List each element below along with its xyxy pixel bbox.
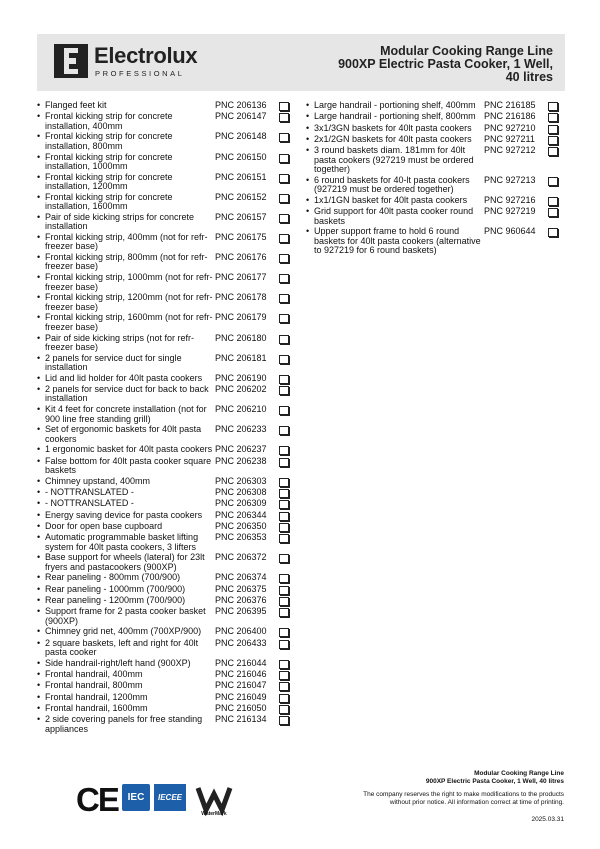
accessory-code: PNC 927219 xyxy=(484,206,536,217)
accessory-item xyxy=(37,573,297,583)
accessory-code: PNC 206179 xyxy=(215,312,267,323)
accessory-name: Pair of side kicking strips for concrete installation xyxy=(45,211,195,232)
checkbox-icon[interactable] xyxy=(279,375,289,384)
bullet-icon: • xyxy=(37,352,41,363)
accessory-code: PNC 206376 xyxy=(215,595,267,606)
checkbox-icon[interactable] xyxy=(279,671,289,680)
accessory-code: PNC 960644 xyxy=(484,226,536,237)
accessory-code: PNC 206395 xyxy=(215,606,267,617)
checkbox-icon[interactable] xyxy=(279,386,289,395)
accessory-code: PNC 206233 xyxy=(215,424,267,435)
accessory-code: PNC 206181 xyxy=(215,352,267,363)
title-line: Modular Cooking Range Line xyxy=(380,44,553,58)
accessory-name: Large handrail - portioning shelf, 400mm xyxy=(314,100,476,110)
checkbox-icon[interactable] xyxy=(279,608,289,617)
accessory-item xyxy=(37,533,297,552)
checkbox-icon[interactable] xyxy=(548,102,558,111)
accessory-item xyxy=(37,405,297,424)
footer-product-name: 900XP Electric Pasta Cooker, 1 Well, 40 litres xyxy=(425,777,564,785)
accessory-code: PNC 216047 xyxy=(215,680,267,691)
accessory-item xyxy=(37,627,297,637)
accessory-code: PNC 216134 xyxy=(215,714,267,725)
footer-disclaimer xyxy=(264,791,564,806)
accessory-name: Grid support for 40lt pasta cooker round baskets xyxy=(314,206,474,226)
iec-logo: IEC xyxy=(122,784,150,811)
page-title xyxy=(293,45,553,84)
accessory-item xyxy=(37,153,297,172)
bullet-icon: • xyxy=(37,626,41,637)
accessory-item xyxy=(37,313,297,332)
accessory-item xyxy=(37,477,297,487)
accessory-name: Frontal handrail, 1200mm xyxy=(45,691,148,702)
accessory-item xyxy=(306,146,566,174)
accessory-item xyxy=(306,101,566,111)
accessory-code: PNC 206372 xyxy=(215,552,267,563)
accessory-item xyxy=(306,196,566,206)
accessory-item xyxy=(37,101,297,111)
brand-name: Electrolux xyxy=(94,43,198,68)
accessory-code: PNC 206308 xyxy=(215,487,267,498)
bullet-icon: • xyxy=(306,111,310,122)
checkbox-icon[interactable] xyxy=(279,355,289,364)
accessory-name: Frontal kicking strip, 800mm (not for refr-freezer base) xyxy=(45,252,208,272)
footer-info xyxy=(264,770,564,824)
checkbox-icon[interactable] xyxy=(279,489,289,498)
bullet-icon: • xyxy=(37,509,41,520)
disclaimer-line: without prior notice. All information correct at time of printing. xyxy=(389,798,564,806)
checkbox-icon[interactable] xyxy=(279,426,289,435)
accessory-code: PNC 206375 xyxy=(215,583,267,594)
checkbox-icon[interactable] xyxy=(279,254,289,263)
bullet-icon: • xyxy=(37,606,41,617)
accessory-name: Support frame for 2 pasta cooker basket (900XP) xyxy=(45,606,206,626)
bullet-icon: • xyxy=(37,312,41,323)
title-line: 40 litres xyxy=(505,70,553,84)
checkbox-icon[interactable] xyxy=(548,228,558,237)
accessory-item xyxy=(37,639,297,658)
checkbox-icon[interactable] xyxy=(279,194,289,203)
checkbox-icon[interactable] xyxy=(279,705,289,714)
accessory-name: Chimney upstand, 400mm xyxy=(45,475,151,486)
accessory-code: PNC 206151 xyxy=(215,171,267,182)
checkbox-icon[interactable] xyxy=(279,133,289,142)
accessory-item xyxy=(306,135,566,145)
checkbox-icon[interactable] xyxy=(548,208,558,217)
accessory-item xyxy=(37,715,297,734)
checkbox-icon[interactable] xyxy=(279,574,289,583)
checkbox-icon[interactable] xyxy=(279,154,289,163)
accessory-name: 6 round baskets for 40-lt pasta cookers (927219 must be ordered together) xyxy=(314,174,470,195)
accessory-name: Frontal kicking strip, 1000mm (not for refr-freezer base) xyxy=(45,272,213,292)
checkbox-icon[interactable] xyxy=(279,274,289,283)
checkbox-icon[interactable] xyxy=(279,534,289,543)
accessory-item xyxy=(37,374,297,384)
bullet-icon: • xyxy=(37,552,41,563)
accessory-code: PNC 927210 xyxy=(484,122,536,133)
bullet-icon: • xyxy=(306,133,310,144)
bullet-icon: • xyxy=(306,174,310,185)
bullet-icon: • xyxy=(37,384,41,395)
bullet-icon: • xyxy=(37,171,41,182)
bullet-icon: • xyxy=(37,583,41,594)
accessory-code: PNC 216046 xyxy=(215,669,267,680)
accessory-name: Rear paneling - 1000mm (700/900) xyxy=(45,583,186,594)
accessory-name: 2 square baskets, left and right for 40lt pasta cooker xyxy=(45,637,199,658)
accessory-name: Frontal handrail, 800mm xyxy=(45,680,143,691)
accessory-item xyxy=(37,354,297,373)
checkbox-icon[interactable] xyxy=(279,314,289,323)
accessory-item xyxy=(37,670,297,680)
accessory-item xyxy=(306,112,566,122)
checkbox-icon[interactable] xyxy=(548,113,558,122)
accessory-code: PNC 927216 xyxy=(484,194,536,205)
accessory-name: Upper support frame to hold 6 round baskets for 40lt pasta cookers (alternative to 927219 for 6 round baskets) xyxy=(314,226,481,256)
accessory-code: PNC 206350 xyxy=(215,520,267,531)
accessory-name: Door for open base cupboard xyxy=(45,520,163,531)
header-banner xyxy=(37,34,565,91)
accessory-name: Rear paneling - 1200mm (700/900) xyxy=(45,595,186,606)
accessory-name: Set of ergonomic baskets for 40lt pasta cookers xyxy=(45,424,202,444)
accessory-code: PNC 206176 xyxy=(215,252,267,263)
bullet-icon: • xyxy=(37,680,41,691)
accessory-name: Frontal kicking strip for concrete installation, 800mm xyxy=(45,131,173,151)
accessory-item xyxy=(37,522,297,532)
ce-mark: CE xyxy=(76,781,118,818)
checkbox-icon[interactable] xyxy=(279,174,289,183)
accessory-code: PNC 206202 xyxy=(215,384,267,395)
accessory-item xyxy=(306,124,566,134)
accessory-code: PNC 206353 xyxy=(215,532,267,543)
bullet-icon: • xyxy=(37,487,41,498)
checkbox-icon[interactable] xyxy=(279,716,289,725)
bullet-icon: • xyxy=(306,194,310,205)
print-date: 2025.03.31 xyxy=(531,816,564,823)
accessory-code: PNC 206180 xyxy=(215,332,267,343)
checkbox-icon[interactable] xyxy=(548,125,558,134)
bullet-icon: • xyxy=(37,100,41,110)
accessory-code: PNC 927211 xyxy=(484,133,535,144)
accessory-name: Lid and lid holder for 40lt pasta cookers xyxy=(45,372,203,383)
brand-logo xyxy=(54,42,214,84)
accessory-item xyxy=(37,488,297,498)
bullet-icon: • xyxy=(37,572,41,583)
accessory-code: PNC 206433 xyxy=(215,637,267,648)
accessory-code: PNC 216044 xyxy=(215,657,267,668)
accessory-item xyxy=(306,176,566,195)
bullet-icon: • xyxy=(37,272,41,283)
accessory-code: PNC 206136 xyxy=(215,100,267,110)
bullet-icon: • xyxy=(37,424,41,435)
accessory-name: 2 side covering panels for free standing appliances xyxy=(45,714,203,734)
accessory-code: PNC 206400 xyxy=(215,626,267,637)
checkbox-icon[interactable] xyxy=(279,294,289,303)
accessory-name: Rear paneling - 800mm (700/900) xyxy=(45,572,181,583)
bullet-icon: • xyxy=(37,691,41,702)
accessory-code: PNC 206303 xyxy=(215,475,267,486)
bullet-icon: • xyxy=(37,714,41,725)
checkbox-icon[interactable] xyxy=(279,406,289,415)
accessory-name: Frontal handrail, 400mm xyxy=(45,669,143,680)
accessory-name: - NOTTRANSLATED - xyxy=(45,498,134,509)
watermark-label: WaterMark xyxy=(201,811,227,817)
checkbox-icon[interactable] xyxy=(548,147,558,156)
accessory-code: PNC 206157 xyxy=(215,211,267,222)
checkbox-icon[interactable] xyxy=(279,694,289,703)
disclaimer-line: The company reserves the right to make modifications to the products xyxy=(363,791,564,798)
checkbox-icon[interactable] xyxy=(279,478,289,487)
accessory-name: 2x1/2GN baskets for 40lt pasta cookers xyxy=(314,133,472,144)
bullet-icon: • xyxy=(37,669,41,680)
bullet-icon: • xyxy=(37,703,41,714)
bullet-icon: • xyxy=(37,111,41,122)
accessory-item xyxy=(37,253,297,272)
accessory-list-left xyxy=(37,101,297,735)
accessory-item xyxy=(306,207,566,226)
bullet-icon: • xyxy=(37,475,41,486)
bullet-icon: • xyxy=(37,657,41,668)
accessory-code: PNC 206148 xyxy=(215,131,267,142)
accessory-name: 3x1/3GN baskets for 40lt pasta cookers xyxy=(314,122,472,133)
accessory-code: PNC 216185 xyxy=(484,100,536,110)
checkbox-icon[interactable] xyxy=(279,597,289,606)
accessory-code: PNC 206147 xyxy=(215,111,267,122)
accessory-name: Flanged feet kit xyxy=(45,100,107,110)
checkbox-icon[interactable] xyxy=(279,523,289,532)
accessory-name: Frontal kicking strip for concrete installation, 1600mm xyxy=(45,191,173,212)
accessory-code: PNC 206344 xyxy=(215,509,267,520)
accessory-name: Chimney grid net, 400mm (700XP/900) xyxy=(45,626,202,637)
accessory-name: Frontal kicking strip for concrete installation, 1000mm xyxy=(45,151,173,171)
checkbox-icon[interactable] xyxy=(548,177,558,186)
accessory-item xyxy=(37,334,297,353)
checkbox-icon[interactable] xyxy=(548,136,558,145)
bullet-icon: • xyxy=(37,292,41,303)
accessory-name: Frontal kicking strip for concrete installation, 400mm xyxy=(45,111,173,131)
bullet-icon: • xyxy=(37,532,41,543)
accessory-code: PNC 206238 xyxy=(215,455,267,466)
accessory-code: PNC 206309 xyxy=(215,498,267,509)
accessory-item xyxy=(37,499,297,509)
title-line: 900XP Electric Pasta Cooker, 1 Well, xyxy=(338,57,553,71)
iecee-logo: IECEE xyxy=(154,784,186,811)
accessory-item xyxy=(37,173,297,192)
bullet-icon: • xyxy=(37,332,41,343)
accessory-code: PNC 206178 xyxy=(215,292,267,303)
bullet-icon: • xyxy=(37,444,41,455)
bullet-icon: • xyxy=(37,151,41,162)
accessory-name: Automatic programmable basket lifting system for 40lt pasta cookers, 3 lifters xyxy=(45,532,199,552)
accessory-item xyxy=(37,233,297,252)
accessory-item xyxy=(37,681,297,691)
accessory-item xyxy=(37,132,297,151)
checkbox-icon[interactable] xyxy=(279,640,289,649)
checkbox-icon[interactable] xyxy=(279,660,289,669)
accessory-item xyxy=(37,457,297,476)
checkbox-icon[interactable] xyxy=(279,512,289,521)
accessory-code: PNC 206177 xyxy=(215,272,267,283)
accessory-item xyxy=(37,596,297,606)
accessory-item xyxy=(37,585,297,595)
checkbox-icon[interactable] xyxy=(279,214,289,223)
bullet-icon: • xyxy=(37,520,41,531)
accessory-name: - NOTTRANSLATED - xyxy=(45,487,134,498)
accessory-item xyxy=(37,607,297,626)
accessory-code: PNC 927212 xyxy=(484,145,536,156)
accessory-name: Pair of side kicking strips (not for refr-freezer base) xyxy=(45,332,195,352)
bullet-icon: • xyxy=(306,226,310,237)
electrolux-logo-icon xyxy=(54,44,88,78)
accessory-item xyxy=(37,693,297,703)
accessory-name: Large handrail - portioning shelf, 800mm xyxy=(314,111,476,122)
bullet-icon: • xyxy=(37,231,41,242)
accessory-item xyxy=(37,511,297,521)
checkbox-icon[interactable] xyxy=(279,113,289,122)
bullet-icon: • xyxy=(37,455,41,466)
accessory-name: 3 round baskets diam. 181mm for 40lt pasta cookers (927219 must be ordered together) xyxy=(314,145,474,174)
accessory-item xyxy=(37,293,297,312)
accessory-code: PNC 216186 xyxy=(484,111,536,122)
checkbox-icon[interactable] xyxy=(279,458,289,467)
checkbox-icon[interactable] xyxy=(279,234,289,243)
accessory-name: 1x1/1GN basket for 40lt pasta cookers xyxy=(314,194,468,205)
accessory-code: PNC 206150 xyxy=(215,151,267,162)
bullet-icon: • xyxy=(37,131,41,142)
checkbox-icon[interactable] xyxy=(279,102,289,111)
accessory-name: 2 panels for service duct for back to back installation xyxy=(45,384,209,404)
bullet-icon: • xyxy=(306,100,310,110)
checkbox-icon[interactable] xyxy=(279,446,289,455)
accessory-item xyxy=(37,704,297,714)
accessory-item xyxy=(37,553,297,572)
checkbox-icon[interactable] xyxy=(279,586,289,595)
checkbox-icon[interactable] xyxy=(279,682,289,691)
accessory-name: Kit 4 feet for concrete installation (not for 900 line free standing grill) xyxy=(45,404,207,424)
accessory-name: Energy saving device for pasta cookers xyxy=(45,509,203,520)
accessory-code: PNC 206175 xyxy=(215,231,267,242)
accessory-name: 2 panels for service duct for single installation xyxy=(45,352,182,373)
checkbox-icon[interactable] xyxy=(548,197,558,206)
accessory-list-right xyxy=(306,101,566,257)
accessory-name: 1 ergonomic basket for 40lt pasta cookers xyxy=(45,444,213,455)
accessory-code: PNC 206210 xyxy=(215,404,267,415)
brand-subtitle: PROFESSIONAL xyxy=(95,69,185,78)
accessory-item xyxy=(37,425,297,444)
accessory-code: PNC 206190 xyxy=(215,372,267,383)
accessory-code: PNC 927213 xyxy=(484,174,536,185)
accessory-item xyxy=(37,659,297,669)
accessory-item xyxy=(37,213,297,232)
accessory-item xyxy=(37,193,297,212)
bullet-icon: • xyxy=(37,637,41,648)
accessory-item xyxy=(306,227,566,255)
accessory-code: PNC 206374 xyxy=(215,572,267,583)
accessory-item xyxy=(37,273,297,292)
accessory-name: Base support for wheels (lateral) for 23lt fryers and pastacookers (900XP) xyxy=(45,552,205,572)
bullet-icon: • xyxy=(37,595,41,606)
checkbox-icon[interactable] xyxy=(279,628,289,637)
bullet-icon: • xyxy=(306,122,310,133)
checkbox-icon[interactable] xyxy=(279,500,289,509)
accessory-item xyxy=(37,385,297,404)
bullet-icon: • xyxy=(306,206,310,217)
bullet-icon: • xyxy=(37,191,41,202)
accessory-code: PNC 206152 xyxy=(215,191,267,202)
bullet-icon: • xyxy=(306,145,310,156)
accessory-name: Side handrail-right/left hand (900XP) xyxy=(45,657,191,668)
accessory-name: Frontal kicking strip, 1200mm (not for refr-freezer base) xyxy=(45,292,213,312)
bullet-icon: • xyxy=(37,252,41,263)
bullet-icon: • xyxy=(37,211,41,222)
footer-product-line: Modular Cooking Range Line xyxy=(474,770,564,777)
accessory-name: False bottom for 40lt pasta cooker square baskets xyxy=(45,455,212,476)
checkbox-icon[interactable] xyxy=(279,335,289,344)
bullet-icon: • xyxy=(37,372,41,383)
accessory-code: PNC 206237 xyxy=(215,444,267,455)
bullet-icon: • xyxy=(37,404,41,415)
accessory-item xyxy=(37,112,297,131)
checkbox-icon[interactable] xyxy=(279,554,289,563)
accessory-name: Frontal kicking strip for concrete installation, 1200mm xyxy=(45,171,173,192)
accessory-name: Frontal kicking strip, 400mm (not for refr-freezer base) xyxy=(45,231,208,252)
bullet-icon: • xyxy=(37,498,41,509)
accessory-item xyxy=(37,445,297,455)
accessory-name: Frontal handrail, 1600mm xyxy=(45,703,148,714)
accessory-name: Frontal kicking strip, 1600mm (not for refr-freezer base) xyxy=(45,312,213,332)
accessory-code: PNC 216049 xyxy=(215,691,267,702)
accessory-code: PNC 216050 xyxy=(215,703,267,714)
